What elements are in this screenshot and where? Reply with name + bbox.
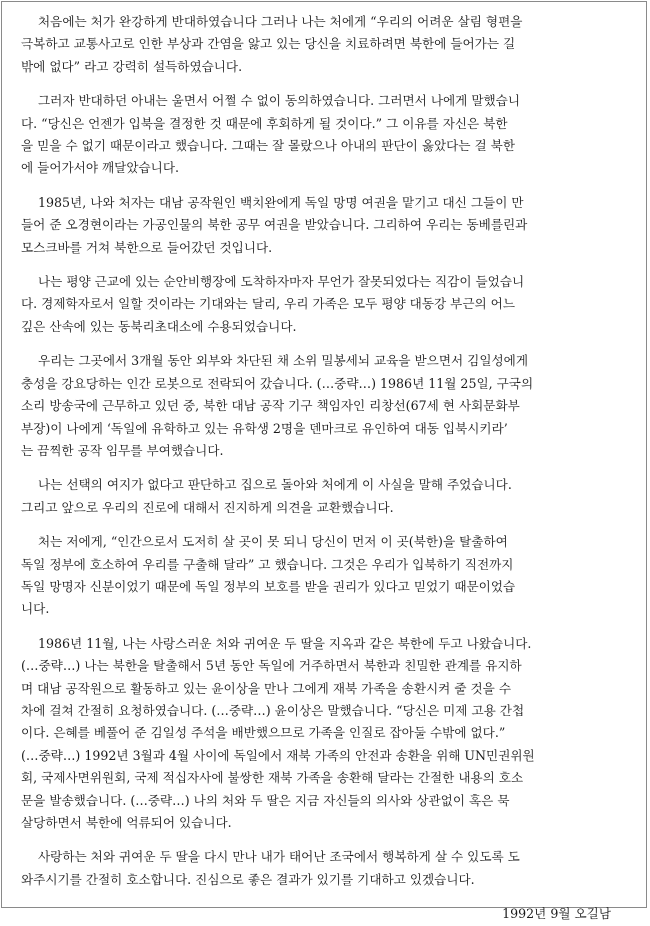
letter-paragraph — [21, 271, 631, 338]
letter-page — [1, 1, 647, 922]
paragraph-line: 극복하고 교통사고로 인한 부상과 간염을 앓고 있는 당신을 치료하려면 북한에 들어가는 길 — [21, 36, 516, 52]
paragraph-line: 깊은 산속에 있는 동북리초대소에 수용되었습니다. — [21, 318, 297, 334]
paragraph-line: 에 들어가서야 깨달았습니다. — [21, 160, 179, 176]
letter-paragraph — [21, 11, 631, 78]
paragraph-line: 처음에는 처가 완강하게 반대하였습니다 그러나 나는 처에게 “우리의 어려운 살림 형편을 — [38, 14, 523, 29]
paragraph-line: 문을 발송했습니다. (…중략…) 나의 처와 두 딸은 지금 자신들의 의사와 상관없이 혹은 묵 — [21, 792, 510, 808]
paragraph-line: 는 끔찍한 공작 임무를 부여했습니다. — [21, 442, 224, 458]
letter-paragraph — [21, 846, 631, 891]
paragraph-line: 다. “당신은 언젠가 입북을 결정한 것 때문에 후회하게 될 것이다.” 그 이유를 자신은 북한 — [21, 115, 508, 131]
paragraph-line: 살당하면서 북한에 억류되어 있습니다. — [21, 815, 232, 830]
paragraph-line: 1986년 11월, 나는 사랑스러운 처와 귀여운 두 딸을 지옥과 같은 북한에 두고 나왔습니다. — [38, 635, 532, 651]
paragraph-line: 모스크바를 거쳐 북한으로 들어갔던 것입니다. — [21, 239, 273, 255]
signature-line: 1992년 9월 오길남 — [502, 906, 611, 922]
letter-paragraph — [21, 474, 631, 519]
paragraph-line: 독일 망명자 신분이었기 때문에 독일 정부의 보호를 받을 권리가 있다고 믿었기 때문이었습 — [21, 578, 516, 594]
paragraph-line: 회, 국제사면위원회, 국제 적십자사에 불쌍한 재북 가족을 송환해 달라는 간절한 내용의 호소 — [21, 770, 524, 786]
paragraph-line: (…중략…) 나는 북한을 탈출해서 5년 동안 독일에 거주하면서 북한과 친밀한 관계를 유지하 — [21, 658, 522, 674]
paragraph-line: 독일 정부에 호소하여 우리를 구출해 달라” 고 했습니다. 그것은 우리가 입북하기 직전까지 — [21, 556, 514, 572]
paragraph-line: 충성을 강요당하는 인간 로봇으로 전락되어 갔습니다. (…중략…) 1986년 11월 25일, 구국의 — [21, 375, 534, 391]
paragraph-line: 을 믿을 수 없기 때문이라고 했습니다. 그때는 잘 몰랐으나 아내의 판단이 옳았다는 걸 북한 — [21, 138, 516, 154]
letter-paragraph — [21, 192, 631, 259]
letter-body — [21, 11, 631, 926]
paragraph-line: 다. 경제학자로서 일할 것이라는 기대와는 달리, 우리 가족은 모두 평양 대동강 부근의 어느 — [21, 296, 516, 312]
paragraph-line: 밖에 없다” 라고 강력히 설득하였습니다. — [21, 58, 243, 74]
paragraph-line: (…중략…) 1992년 3월과 4월 사이에 독일에서 재북 가족의 안전과 송환을 위해 UN민권위원 — [21, 747, 535, 763]
paragraph-line: 소리 방송국에 근무하고 있던 중, 북한 대남 공작 기구 책임자인 리창선(67세 현 사회문화부 — [21, 398, 520, 414]
paragraph-line: 그러자 반대하던 아내는 울면서 어쩔 수 없이 동의하였습니다. 그러면서 나에게 말했습니 — [38, 93, 520, 109]
letter-paragraph — [21, 531, 631, 621]
paragraph-line: 부장)이 나에게 ‘독일에 유학하고 있는 유학생 2명을 덴마크로 유인하여 대동 입북시키라’ — [21, 420, 508, 436]
letter-paragraph — [21, 633, 631, 835]
paragraph-line: 며 대남 공작원으로 활동하고 있는 윤이상을 만나 그에게 재북 가족을 송환시켜 줄 것을 수 — [21, 680, 512, 696]
paragraph-line: 1985년, 나와 처자는 대남 공작원인 백치완에게 독일 망명 여권을 맡기고 대신 그들이 만 — [38, 194, 524, 210]
paragraph-line: 차에 걸쳐 간절히 요청하였습니다. (…중략…) 윤이상은 말했습니다. “당신은 미제 고용 간첩 — [21, 702, 525, 718]
paragraph-line: 그리고 앞으로 우리의 진로에 대해서 진지하게 의견을 교환했습니다. — [21, 499, 394, 515]
paragraph-line: 니다. — [21, 601, 50, 617]
paragraph-line: 와주시기를 간절히 호소합니다. 진심으로 좋은 결과가 있기를 기대하고 있겠습니다. — [21, 871, 475, 887]
letter-paragraph — [21, 350, 631, 462]
paragraph-line: 사랑하는 처와 귀여운 두 딸을 다시 만나 내가 태어난 조국에서 행복하게 살 수 있도록 도 — [38, 849, 520, 865]
paragraph-line: 들어 준 오경현이라는 가공인물의 북한 공무 여권을 받았습니다. 그리하여 우리는 동베를린과 — [21, 217, 528, 233]
paragraph-line: 나는 평양 근교에 있는 순안비행장에 도착하자마자 무언가 잘못되었다는 직감이 들었습니 — [38, 274, 525, 290]
paragraph-line: 나는 선택의 여지가 없다고 판단하고 집으로 돌아와 처에게 이 사실을 말해 주었습니다. — [38, 477, 512, 493]
paragraph-line: 이다. 은혜를 베풀어 준 김일성 주석을 배반했으므로 가족을 인질로 잡아둘 수밖에 없다.” — [21, 725, 506, 741]
paragraph-line: 처는 저에게, “인간으로서 도저히 살 곳이 못 되니 당신이 먼저 이 곳(북한)을 탈출하여 — [38, 534, 508, 550]
letter-paragraph — [21, 90, 631, 180]
paragraph-line: 우리는 그곳에서 3개월 동안 외부와 차단된 채 소위 밀봉세뇌 교육을 받으면서 김일성에게 — [38, 353, 529, 369]
